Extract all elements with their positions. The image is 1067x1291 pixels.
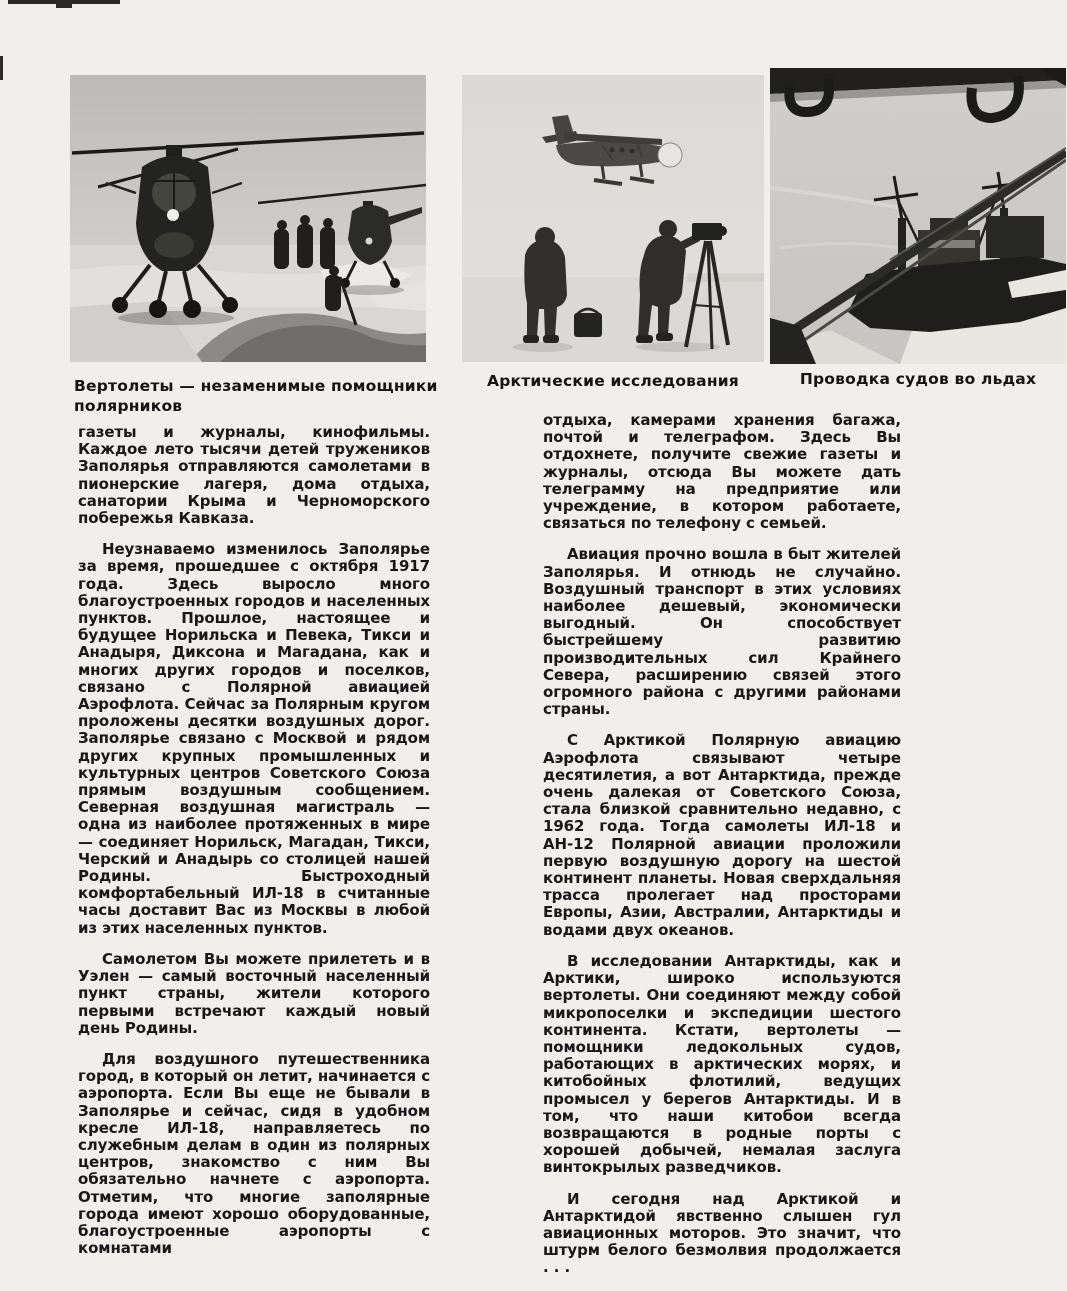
paragraph: И сегодня над Арктикой и Антарктидой явственно слышен гул авиационных моторов. Это значит, что штурм белого безмолвия продолжается . . . xyxy=(543,1189,901,1277)
arctic-research-photo-art xyxy=(462,75,764,362)
paragraph: Для воздушного путешественника город, в который он летит, начинается с аэропорта. Если Вы еще не бывали в Заполярье и сейчас, сидя в удобном кресле ИЛ-18, направляетесь по служебным делам в один из полярных центров, знакомство с ним Вы обязательно начнете с аэропорта. Отметим, что многие заполярные города имеют хорошо оборудованные, благоустроенные аэропорты с комнатами xyxy=(78,1049,430,1258)
scan-artifact-left-edge xyxy=(0,56,3,80)
right-text-column xyxy=(543,412,901,1291)
caption-helicopters: Вертолеты — незаменимые помощники полярников xyxy=(74,377,438,415)
paragraph: Неузнаваемо изменилось Заполярье за время, прошедшее с октября 1917 года. Здесь выросло много благоустроенных городов и населенных пунктов. Прошлое, настоящее и будущее Норильска и Певека, Тикси и Анадыря, Диксона и Магадана, как и многих других городов и поселков, связано с Полярной авиацией Аэрофлота. Сейчас за Полярным кругом проложены десятки воздушных дорог. Заполярье связано с Москвой и рядом других крупных промышленных и культурных центров Советского Союза прямым воздушным сообщением. Северная воздушная магистраль — одна из наиболее протяженных в мире — соединяет Норильск, Магадан, Тикси, Черский и Анадырь со столицей нашей Родины. Быстроходный комфортабельный ИЛ-18 в считанные часы доставит Вас из Москвы в любой из этих населенных пунктов. xyxy=(78,540,430,937)
paragraph: С Арктикой Полярную авиацию Аэрофлота связывают четыре десятилетия, а вот Антарктида, прежде очень далекая от Советского Союза, стала близкой сравнительно недавно, с 1962 года. Тогда самолеты ИЛ-18 и АН-12 Полярной авиации проложили первую воздушную дорогу на шестой континент планеты. Новая сверхдальняя трасса пролегает над просторами Европы, Азии, Австралии, Антарктиды и водами двух океанов. xyxy=(543,731,901,939)
helicopters-photo-art xyxy=(70,75,426,362)
scan-artifact-notch xyxy=(56,0,72,8)
paragraph: отдыха, камерами хранения багажа, почтой и телеграфом. Здесь Вы отдохнете, получите свежие газеты и журналы, отсюда Вы можете дать телеграмму на предприятие или учреждение, в котором работаете, связаться по телефону с семьей. xyxy=(543,411,901,533)
equipment-case xyxy=(574,309,602,337)
ship-in-ice-photo-art xyxy=(770,68,1066,364)
photo-arctic-research xyxy=(462,75,764,362)
paragraph: Авиация прочно вошла в быт жителей Заполярья. И отнюдь не случайно. Воздушный транспорт в этих условиях наиболее дешевый, экономически выгодный. Он способствует быстрейшему развитию производительных сил Крайнего Севера, расширению связей этого огромного района с другими районами страны. xyxy=(543,545,901,719)
left-text-column xyxy=(78,424,430,1271)
photo-ship-in-ice xyxy=(770,68,1066,364)
caption-ship-escort: Проводка судов во льдах xyxy=(799,370,1037,388)
caption-arctic-research: Арктические исследования xyxy=(487,372,739,390)
paragraph: газеты и журналы, кинофильмы. Каждое лето тысячи детей тружеников Заполярья отправляются самолетами в пионерские лагеря, дома отдыха, санатории Крыма и Черноморского побережья Кавказа. xyxy=(78,423,430,528)
paragraph: В исследовании Антарктиды, как и Арктики, широко используются вертолеты. Они соединяют между собой микропоселки и экспедиции шестого континента. Кстати, вертолеты — помощники ледокольных судов, работающих в арктических морях, и китобойных флотилий, ведущих промысел у берегов Антарктиды. И в том, что наши китобои всегда возвращаются в родные порты с хорошей добычей, немалая заслуга винтокрылых разведчиков. xyxy=(543,951,901,1177)
photo-helicopters-on-ice xyxy=(70,75,426,362)
paragraph: Самолетом Вы можете прилететь и в Уэлен — самый восточный населенный пункт страны, жители которого первыми встречают каждый новый день Родины. xyxy=(78,949,430,1037)
